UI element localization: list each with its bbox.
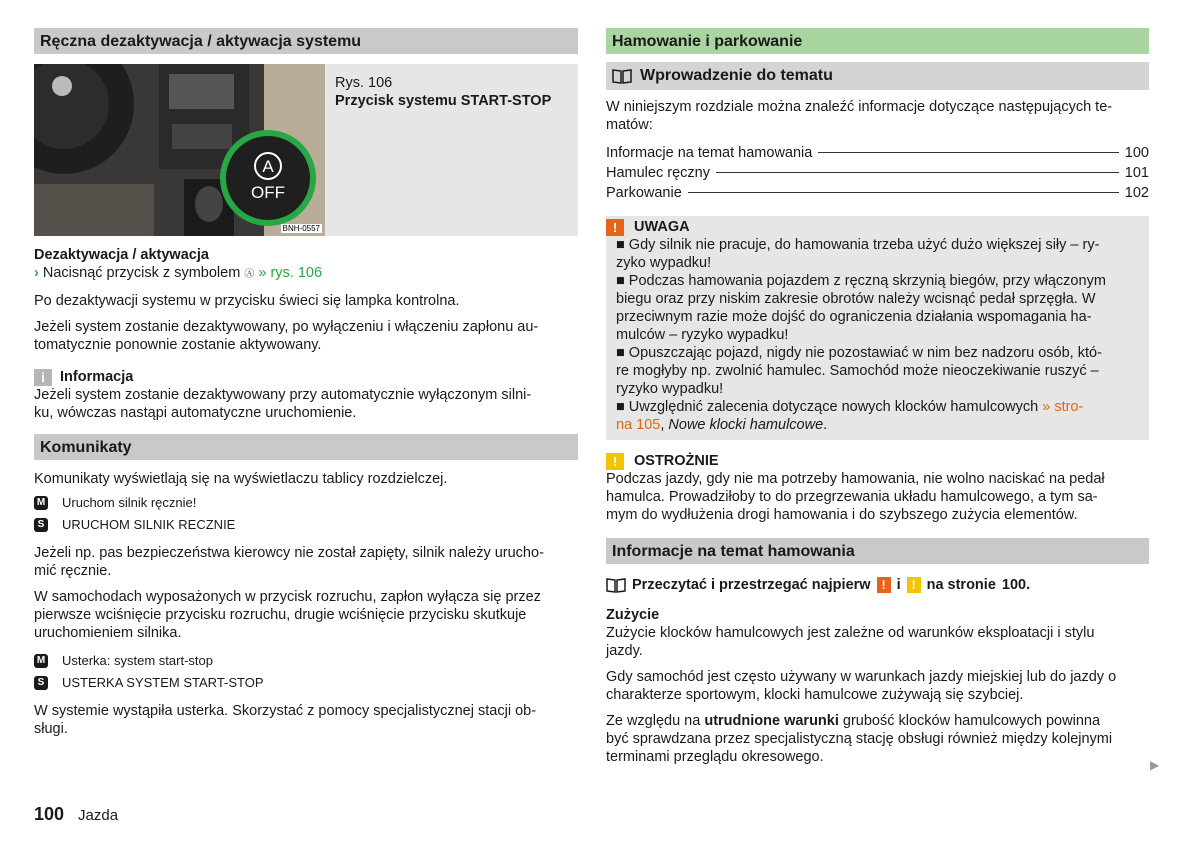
line: jazdy.: [606, 643, 643, 659]
paragraph-start-button: [34, 588, 578, 642]
page-number: 100: [34, 804, 65, 824]
warning-item: ■ Uwzględnić zalecenia dotyczące nowych klocków hamulcowych » stro- na 105, Nowe klocki hamulcowe.: [616, 399, 1084, 433]
link-title: Nowe klocki hamulcowe: [668, 417, 824, 433]
message-row: [34, 652, 578, 670]
auto-icon: A: [254, 152, 282, 180]
toc-leader: [688, 192, 1119, 193]
line: re mogłyby np. zwolnić hamulec. Samochód może nieoczekiwanie ruszyć –: [616, 363, 1099, 379]
section-title-braking-info: Informacje na temat hamowania: [606, 538, 1149, 564]
paragraph-fault: [34, 702, 578, 738]
deactivation-step: [34, 264, 578, 284]
read-first-text: na stronie: [926, 577, 996, 593]
message-text: URUCHOM SILNIK RECZNIE: [62, 517, 236, 532]
display-s-icon: S: [34, 518, 48, 532]
message-row: [34, 674, 578, 692]
warning-icon: !: [877, 577, 891, 593]
line: terminami przeglądu okresowego.: [606, 749, 824, 765]
line: Jeżeli system zostanie dezaktywowany, po wyłączeniu i włączeniu zapłonu au-: [34, 319, 539, 335]
toc-page: 100: [1124, 145, 1149, 161]
toc-leader: [818, 152, 1118, 153]
toc-page: 101: [1124, 165, 1149, 181]
message-row: [34, 516, 578, 534]
display-s-icon: S: [34, 676, 48, 690]
message-text: USTERKA SYSTEM START-STOP: [62, 675, 264, 690]
figure-code: BNH-0557: [282, 224, 320, 233]
warning-icon: !: [606, 219, 624, 236]
caution-header: [606, 452, 1149, 470]
intro-header: [606, 62, 1149, 90]
line: mym do wydłużenia drogi hamowania i do szybszego zużycia elementów.: [606, 507, 1078, 523]
figure-link[interactable]: » rys. 106: [258, 265, 323, 281]
section-title-manual-deactivation: Ręczna dezaktywacja / aktywacja systemu: [34, 28, 578, 54]
paragraph-indicator-light: Po dezaktywacji systemu w przycisku świeci się lampka kontrolna.: [34, 293, 460, 309]
display-m-icon: M: [34, 496, 48, 510]
section-title-messages: Komunikaty: [34, 434, 578, 460]
line: W niniejszym rozdziale można znaleźć informacje dotyczące następujących te-: [606, 99, 1113, 115]
read-first-page: 100.: [1001, 577, 1031, 593]
auto-off-symbol-icon: Ⓐ: [244, 269, 255, 280]
figure-106: [34, 64, 578, 236]
page-link[interactable]: » stro-: [1042, 399, 1084, 415]
line: mić ręcznie.: [34, 563, 112, 579]
line: Ze względu na: [606, 713, 701, 729]
line: Gdy samochód jest często używany w warunkach jazdy miejskiej lub do jazdy o: [606, 669, 1117, 685]
toc-label: Informacje na temat hamowania: [606, 145, 813, 161]
toc-item[interactable]: [606, 184, 1149, 204]
line: sługi.: [34, 721, 68, 737]
paragraph-seatbelt: [34, 544, 578, 580]
line: ■ Podczas hamowania pojazdem z ręczną skrzynią biegów, przy włączonym: [616, 273, 1106, 289]
read-first-note: [606, 576, 1149, 594]
page-footer: [34, 805, 118, 825]
start-stop-button-photo: [34, 64, 325, 236]
read-first-text: Przeczytać i przestrzegać najpierw: [632, 577, 871, 593]
line: ■ Uwzględnić zalecenia dotyczące nowych klocków hamulcowych: [616, 399, 1039, 415]
wear-heading: Zużycie: [606, 607, 660, 623]
figure-caption: [325, 64, 561, 236]
line: tomatycznie ponownie zostanie aktywowany.: [34, 337, 322, 353]
warning-header: [606, 218, 1139, 236]
read-first-and: i: [896, 577, 901, 593]
message-text: Usterka: system start-stop: [62, 653, 213, 668]
warning-box: [606, 216, 1149, 440]
info-text: [34, 386, 578, 422]
caution-label: OSTROŻNIE: [634, 453, 719, 469]
toc-label: Parkowanie: [606, 185, 682, 201]
toc-item[interactable]: [606, 144, 1149, 164]
wear-text: [606, 624, 1149, 660]
warning-item: [616, 272, 1139, 344]
paragraph-city-driving: [606, 668, 1149, 704]
right-column: [606, 28, 1149, 766]
paragraph-auto-reactivation: [34, 318, 578, 354]
toc-leader: [716, 172, 1119, 173]
deactivation-heading: Dezaktywacja / aktywacja: [34, 247, 209, 263]
line: Podczas jazdy, gdy nie ma potrzeby hamowania, nie wolno naciskać na pedał: [606, 471, 1105, 487]
info-label: Informacja: [60, 369, 134, 385]
step-text: Nacisnąć przycisk z symbolem: [42, 265, 241, 281]
start-stop-off-button: [220, 130, 316, 226]
display-m-icon: M: [34, 654, 48, 668]
message-row: [34, 494, 578, 512]
figure-title: Przycisk systemu START-STOP: [335, 93, 552, 109]
toc-label: Hamulec ręczny: [606, 165, 710, 181]
line: zyko wypadku!: [616, 255, 712, 271]
warning-item: [616, 236, 1139, 272]
emphasis: utrudnione warunki: [704, 713, 839, 729]
line: Jeżeli np. pas bezpieczeństwa kierowcy nie został zapięty, silnik należy urucho-: [34, 545, 544, 561]
paragraph-inspection: [606, 712, 1149, 766]
messages-intro: Komunikaty wyświetlają się na wyświetlaczu tablicy rozdzielczej.: [34, 471, 448, 487]
table-of-contents: [606, 144, 1149, 204]
step-arrow-icon: ›: [34, 265, 39, 281]
toc-item[interactable]: [606, 164, 1149, 184]
line: W systemie wystąpiła usterka. Skorzystać z pomocy specjalistycznej stacji ob-: [34, 703, 537, 719]
message-text: Uruchom silnik ręcznie!: [62, 495, 197, 510]
info-icon: i: [34, 369, 52, 386]
line: hamulca. Prowadziłoby to do przegrzewania układu hamulcowego, a tym sa-: [606, 489, 1098, 505]
intro-text: [606, 98, 1149, 134]
line: W samochodach wyposażonych w przycisk rozruchu, zapłon wyłącza się przez: [34, 589, 541, 605]
toc-page: 102: [1124, 185, 1149, 201]
chapter-name: Jazda: [78, 807, 119, 824]
line: mulców – ryzyko wypadku!: [616, 327, 789, 343]
book-icon: [612, 68, 632, 84]
info-header: [34, 368, 578, 386]
line: charakterze sportowym, klocki hamulcowe zużywają się szybciej.: [606, 687, 1024, 703]
line: ■ Opuszczając pojazd, nigdy nie pozostawiać w nim bez nadzoru osób, któ-: [616, 345, 1102, 361]
line: biegu oraz przy niskim zakresie obrotów należy wcisnąć pedał sprzęgła. W: [616, 291, 1096, 307]
page-link[interactable]: na 105: [616, 417, 661, 433]
line: ryzyko wypadku!: [616, 381, 724, 397]
caution-text: [606, 470, 1149, 524]
intro-title: Wprowadzenie do tematu: [640, 67, 833, 84]
book-icon: [606, 577, 626, 593]
line: Zużycie klocków hamulcowych jest zależne od warunków eksploatacji i stylu: [606, 625, 1095, 641]
line: uruchomieniem silnika.: [34, 625, 182, 641]
off-label: OFF: [251, 183, 285, 202]
caution-icon: !: [907, 577, 921, 593]
left-column: [34, 28, 578, 738]
line: Jeżeli system zostanie dezaktywowany przy automatycznie wyłączonym silni-: [34, 387, 532, 403]
line: przeciwnym razie może dojść do ograniczenia działania wspomagania ha-: [616, 309, 1092, 325]
caution-icon: !: [606, 453, 624, 470]
line: matów:: [606, 117, 653, 133]
warning-item: [616, 344, 1139, 398]
line: ■ Gdy silnik nie pracuje, do hamowania trzeba użyć dużo większej siły – ry-: [616, 237, 1100, 253]
line: być sprawdzana przez specjalistyczną stację obsługi również między kolejnymi: [606, 731, 1113, 747]
line: pierwsze wciśnięcie przycisku rozruchu, drugie wciśnięcie przycisku skutkuje: [34, 607, 527, 623]
continue-arrow-icon: ▶: [1150, 758, 1160, 772]
warning-label: UWAGA: [634, 219, 690, 235]
chapter-title: Hamowanie i parkowanie: [606, 28, 1149, 54]
line: grubość klocków hamulcowych powinna: [842, 713, 1101, 729]
line: ku, wówczas nastąpi automatyczne uruchomienie.: [34, 405, 357, 421]
figure-number: Rys. 106: [335, 75, 393, 91]
